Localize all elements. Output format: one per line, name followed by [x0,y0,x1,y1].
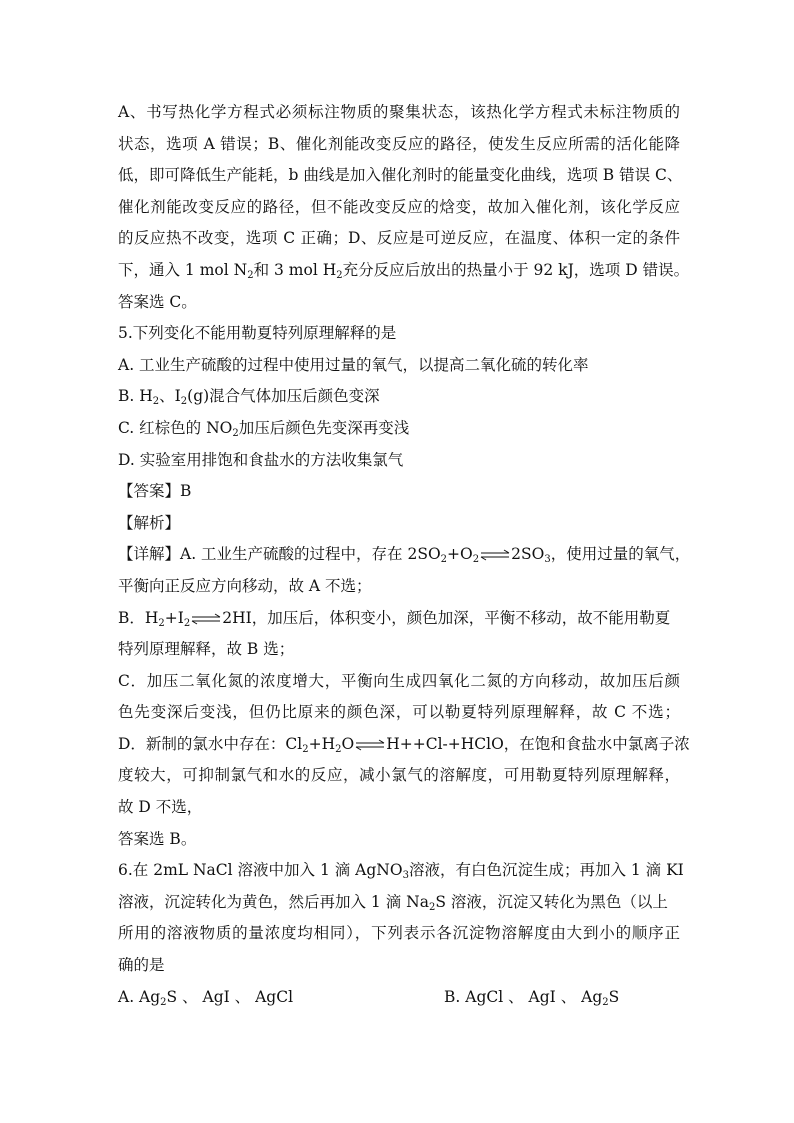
detail-a: 【详解】A. 工业生产硫酸的过程中，存在 $2SO_2+O_2$ $2SO_3$，使用过量的氧气， [118,545,691,566]
text-line: 所用的溶液物质的量浓度均相同），下列表示各沉淀物溶解度由大到小的顺序正 [118,924,680,943]
text-line: 故 D 不选， [118,798,203,817]
text-line: A、书写热化学方程式必须标注物质的聚集状态，该热化学方程式未标注物质的 [118,103,680,121]
option-b: B. AgCl 、 AgI 、 $Ag_2S$ [444,987,620,1008]
option-c: C. 红棕色的 $NO_2$加压后颜色先变深再变浅 [118,418,410,439]
document-body [118,97,691,1013]
detail-d: D．新制的氯水中存在：$Cl_2+H_2O$ H++Cl-+HClO，在饱和食盐水中氯离子浓 [118,734,690,755]
text-line: 的反应热不改变，选项 C 正确；D、反应是可逆反应，在温度、体积一定的条件 [118,229,680,248]
answer-label: 【答案】B [118,482,192,501]
equilibrium-arrow-icon [480,549,510,561]
option-a: A. 工业生产硫酸的过程中使用过量的氧气，以提高二氧化硫的转化率 [118,355,589,374]
text-line: 度较大，可抑制氯气和水的反应，减小氯气的溶解度，可用勒夏特列原理解释， [118,766,680,785]
text-line: 状态，选项 A 错误；B、催化剂能改变反应的路径，使发生反应所需的活化能降 [118,134,680,153]
answer-line: 答案选 B。 [118,829,197,848]
text-line: 平衡向正反应方向移动，故 A 不选； [118,576,372,595]
detail-b: B．$H_2+I_2$ 2HI，加压后，体积变小，颜色加深，平衡不移动，故不能用勒夏 [118,608,671,629]
equilibrium-arrow-icon [191,613,221,625]
options-row [118,982,680,1014]
text-line: 溶液，沉淀转化为黄色，然后再加入 1 滴 $Na_2S$ 溶液，沉淀又转化为黑色（以上 [118,892,668,913]
text-line: 催化剂能改变反应的路径，但不能改变反应的焓变，故加入催化剂，该化学反应 [118,197,680,216]
answer-line: 答案选 C。 [118,292,197,311]
equilibrium-arrow-icon [355,739,385,751]
option-a: A. $Ag_2S$ 、 AgI 、 AgCl [118,987,294,1008]
question-stem: 6.在 2mL NaCl 溶液中加入 1 滴 AgNO$_3$溶液，有白色沉淀生成；再加入 1 滴 KI [118,861,684,882]
option-d: D. 实验室用排饱和食盐水的方法收集氯气 [118,450,404,469]
text-line: 色先变深后变浅，但仍比原来的颜色深，可以勒夏特列原理解释，故 C 不选； [118,703,680,722]
analysis-label: 【解析】 [118,513,181,532]
text-line: 特列原理解释，故 B 选； [118,640,295,659]
detail-c: C．加压二氧化氮的浓度增大，平衡向生成四氧化二氮的方向移动，故加压后颜 [118,671,680,690]
text-line: 下，通入 1 mol $N_2$和 3 mol $H_2$充分反应后放出的热量小于 92 kJ，选项 D 错误。 [118,260,690,281]
text-line: 确的是 [118,956,165,975]
question-stem: 5.下列变化不能用勒夏特列原理解释的是 [118,324,397,343]
option-b: B. $H_2$、$I_2(g)$混合气体加压后颜色变深 [118,387,380,408]
text-line: 低，即可降低生产能耗，b 曲线是加入催化剂时的能量变化曲线，选项 B 错误 C、 [118,166,683,185]
